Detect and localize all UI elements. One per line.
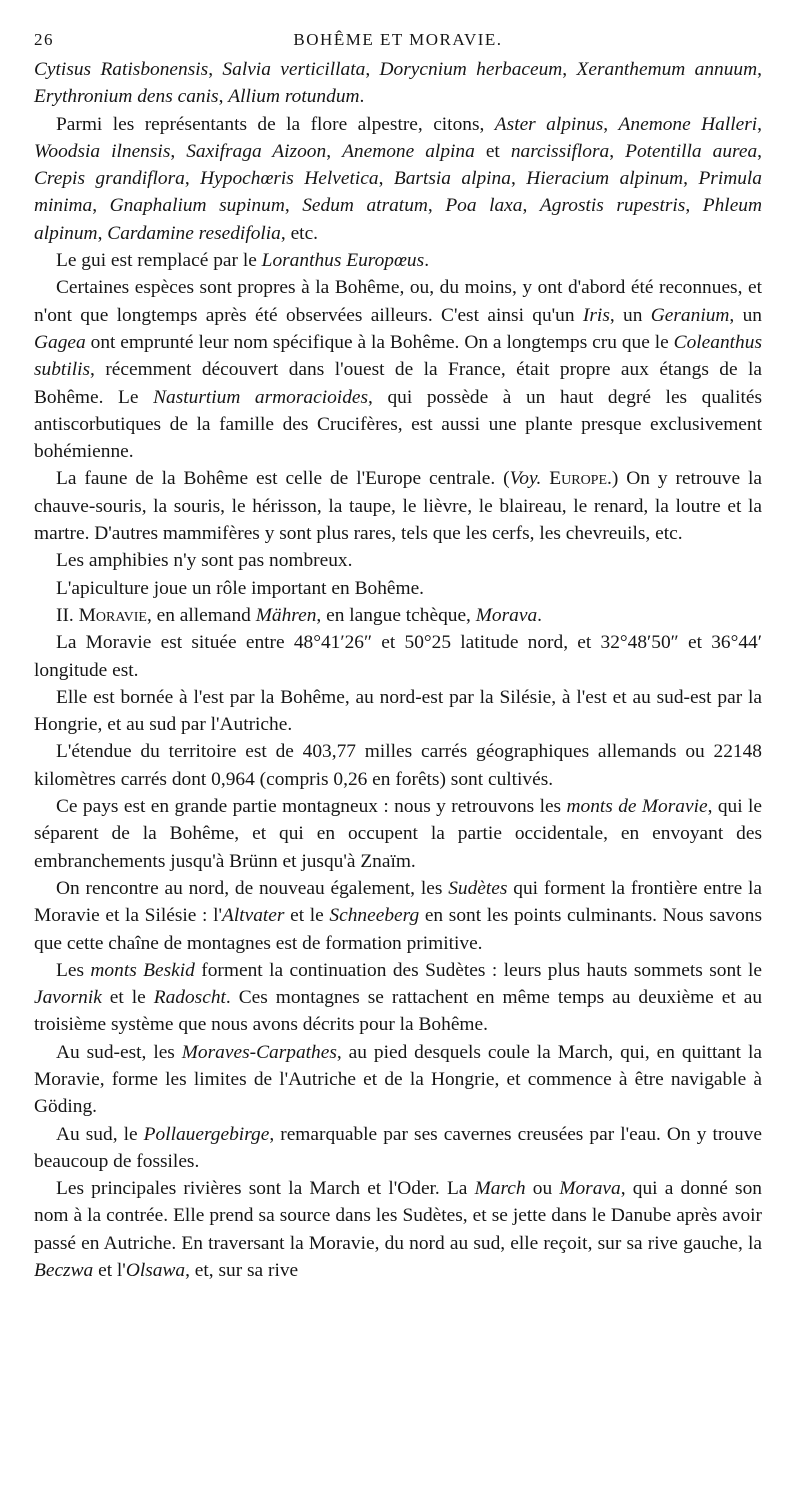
paragraph: On rencontre au nord, de nouveau également, les Sudètes qui forment la frontière entre la Moravie et la Silésie : l'Altvater et le Schneeberg en sont les points culminants. Nous savons que cette chaîne de montagnes est de formation primitive. bbox=[34, 877, 763, 954]
paragraph: Elle est bornée à l'est par la Bohême, au nord-est par la Silésie, à l'est et au sud-est par la Hongrie, et au sud par l'Autriche. bbox=[34, 686, 762, 736]
paragraph: La faune de la Bohême est celle de l'Europe centrale. (Voy. Europe.) On y retrouve la chauve-souris, la souris, le hérisson, la taupe, le lièvre, le blaireau, le renard, la loutre et la martre. D'autres mammifères y sont plus rares, tels que les cerfs, les chevreuils, etc. bbox=[34, 468, 762, 545]
page-number: 26 bbox=[34, 30, 54, 49]
paragraph: Le gui est remplacé par le Loranthus Europœus. bbox=[56, 250, 430, 272]
running-title: BOHÊME ET MORAVIE. bbox=[293, 30, 503, 49]
paragraph: Les amphibies n'y sont pas nombreux. bbox=[56, 550, 353, 572]
paragraph: L'apiculture joue un rôle important en Bohême. bbox=[56, 577, 425, 599]
page-header bbox=[34, 26, 762, 56]
paragraph: Ce pays est en grande partie montagneux : nous y retrouvons les monts de Moravie, qui le séparent de la Bohême, et qui en occupent la partie occidentale, en envoyant des embranchements jusqu'à Brünn et jusqu'à Znaïm. bbox=[34, 796, 762, 872]
paragraph: Parmi les représentants de la flore alpestre, citons, Aster alpinus, Anemone Halleri, Woodsia ilnensis, Saxifraga Aizoon, Anemone alpina et narcissiflora, Potentilla aurea, Crepis grandiflora, Hypochœris Helvetica, Bartsia alpina, Hieracium alpinum, Primula minima, Gnaphalium supinum, Sedum atratum, Poa laxa, Agrostis rupestris, Phleum alpinum, Cardamine resedifolia, etc. bbox=[34, 113, 762, 244]
paragraph: Au sud, le Pollauergebirge, remarquable par ses cavernes creusées par l'eau. On y trouve beaucoup de fossiles. bbox=[34, 1123, 762, 1172]
paragraph: Au sud-est, les Moraves-Carpathes, au pied desquels coule la March, qui, en quittant la Moravie, forme les limites de l'Autriche et de la Hongrie, et commence à être navigable à Göding. bbox=[34, 1041, 762, 1118]
paragraph: Les monts Beskid forment la continuation des Sudètes : leurs plus hauts sommets sont le Javornik et le Radoscht. Ces montagnes se rattachent en même temps au deuxième et au troisième système que nous avons décrits pour la Bohême. bbox=[34, 959, 763, 1036]
paragraph: Les principales rivières sont la March et l'Oder. La March ou Morava, qui a donné son nom à la contrée. Elle prend sa source dans les Sudètes, et se jette dans le Danube après avoir passé en Autriche. En traversant la Moravie, du nord au sud, elle reçoit, sur sa rive gauche, la Beczwa et l'Olsawa, et, sur sa rive bbox=[34, 1178, 762, 1282]
paragraph: La Moravie est située entre 48°41′26″ et 50°25 latitude nord, et 32°48′50″ et 36°44′ longitude est. bbox=[34, 632, 762, 681]
body-text bbox=[34, 56, 762, 1284]
paragraph: II. Moravie, en allemand Mähren, en langue tchèque, Morava. bbox=[56, 604, 543, 626]
paragraph: Cytisus Ratisbonensis, Salvia verticillata, Dorycnium herbaceum, Xeranthemum annuum, Erythronium dens canis, Allium rotundum. bbox=[34, 59, 762, 108]
paragraph: L'étendue du territoire est de 403,77 milles carrés géographiques allemands ou 22148 kilomètres carrés dont 0,964 (compris 0,26 en forêts) sont cultivés. bbox=[34, 741, 762, 790]
paragraph: Certaines espèces sont propres à la Bohême, ou, du moins, y ont d'abord été reconnues, et n'ont que longtemps après été observées ailleurs. C'est ainsi qu'un Iris, un Geranium, un Gagea ont emprunté leur nom spécifique à la Bohême. On a longtemps cru que le Coleanthus subtilis, récemment découvert dans l'ouest de la France, était propre aux étangs de la Bohême. Le Nasturtium armoracioides, qui possède à un haut degré les qualités antiscorbutiques de la famille des Crucifères, est aussi une plante presque exclusivement bohémienne. bbox=[34, 277, 763, 463]
